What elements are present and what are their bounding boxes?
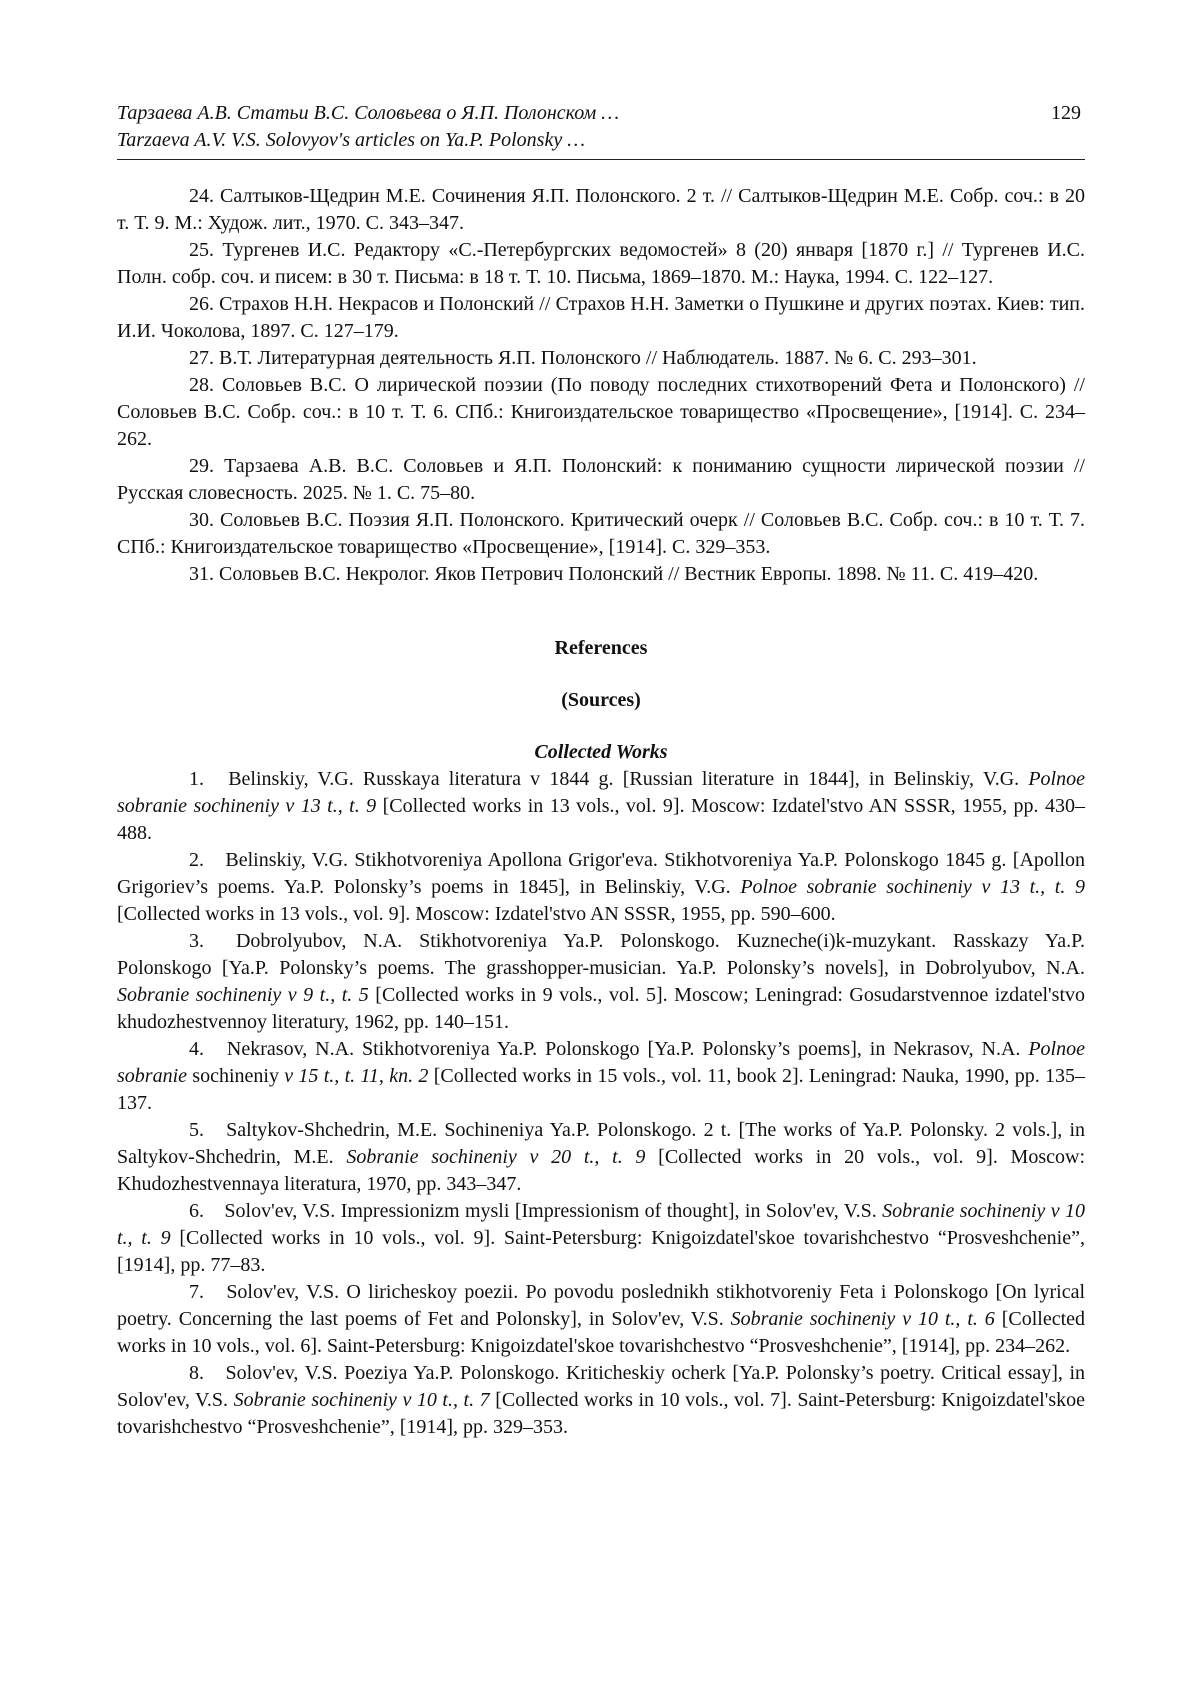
reference-text: Solov'ev, V.S. Poeziya Ya.P. Polonskogo. Kriticheskiy ocherk [Ya.P. Polonsky’s poetry. Critical essay], in Solov'ev, V.S.	[117, 1362, 1086, 1411]
reference-text: [Collected works in 13 vols., vol. 9]. Moscow: Izdatel'stvo AN SSSR, 1955, pp. 590–600.	[117, 903, 836, 925]
reference-text: Saltykov-Shchedrin, M.E. Sochineniya Ya.P. Polonskogo. 2 t. [The works of Ya.P. Polonsky. 2 vols.], in Saltykov-Shchedrin, M.E.	[117, 1119, 1085, 1168]
collected-works-heading: Collected Works	[534, 741, 668, 763]
reference-number: 4.	[189, 1038, 204, 1060]
reference-entry	[117, 1036, 1085, 1117]
source-entry: 29. Тарзаева А.В. В.С. Соловьев и Я.П. Полонский: к пониманию сущности лирической поэзии // Русская словесность. 2025. № 1. С. 75–80.	[117, 455, 1085, 504]
reference-text: [Collected works in 10 vols., vol. 7]. Saint-Petersburg: Knigoizdatel'skoe tovarishchestvo “Prosveshchenie”, [1914], pp. 329–353.	[117, 1389, 1085, 1438]
section-gap	[117, 588, 1085, 635]
header-title-russian: Тарзаева А.В. Статьи В.С. Соловьева о Я.П. Полонском …	[117, 102, 620, 124]
source-entry: 28. Соловьев В.С. О лирической поэзии (По поводу последних стихотворений Фета и Полонского) // Соловьев В.С. Собр. соч.: в 10 т. Т. 6. СПб.: Книгоиздательское товарищество «Просвещение», [1914]. С. 234–262.	[117, 374, 1085, 450]
source-entry: 25. Тургенев И.С. Редактору «С.-Петербургских ведомостей» 8 (20) января [1870 г.] // Тургенев И.С. Полн. собр. соч. и писем: в 30 т. Письма: в 18 т. Т. 10. Письма, 1869–1870. М.: Наука, 1994. С. 122–127.	[117, 239, 1085, 288]
reference-text: [Collected works in 13 vols., vol. 9]. Moscow: Izdatel'stvo AN SSSR, 1955, pp. 430–488.	[117, 795, 1085, 844]
reference-title: Sobranie sochineniy v 10 t., t. 6	[730, 1308, 995, 1330]
reference-text: [Collected works in 10 vols., vol. 9]. Saint-Petersburg: Knigoizdatel'skoe tovarishchestvo “Prosveshchenie”, [1914], pp. 77–83.	[117, 1227, 1085, 1276]
header-title-english: Tarzaeva A.V. V.S. Solovyov's articles on Ya.P. Polonsky …	[117, 129, 585, 151]
reference-text: Nekrasov, N.A. Stikhotvoreniya Ya.P. Polonskogo [Ya.P. Polonsky’s poems], in Nekrasov, N.A.	[226, 1038, 1029, 1060]
reference-title: v 15 t., t. 11, kn. 2	[284, 1065, 429, 1087]
reference-text: Solov'ev, V.S. Impressionizm mysli [Impressionism of thought], in Solov'ev, V.S.	[224, 1200, 883, 1222]
source-entry: 30. Соловьев В.С. Поэзия Я.П. Полонского. Критический очерк // Соловьев В.С. Собр. соч.: в 10 т. Т. 7. СПб.: Книгоиздательское товарищество «Просвещение», [1914]. С. 329–353.	[117, 509, 1085, 558]
reference-entry	[117, 1117, 1085, 1198]
reference-number: 7.	[189, 1281, 204, 1303]
reference-title: Polnoe sobranie sochineniy v 13 t., t. 9	[740, 876, 1086, 898]
reference-text: [Collected works in 10 vols., vol. 6]. Saint-Petersburg: Knigoizdatel'skoe tovarishchestvo “Prosveshchenie”, [1914], pp. 234–262.	[117, 1308, 1086, 1357]
references-heading: References	[554, 637, 648, 659]
source-entry: 24. Салтыков-Щедрин М.Е. Сочинения Я.П. Полонского. 2 т. // Салтыков-Щедрин М.Е. Собр. соч.: в 20 т. Т. 9. М.: Худож. лит., 1970. С. 343–347.	[117, 185, 1085, 234]
reference-entry	[117, 1198, 1085, 1279]
source-entry: 26. Страхов Н.Н. Некрасов и Полонский // Страхов Н.Н. Заметки о Пушкине и других поэтах. Киев: тип. И.И. Чоколова, 1897. С. 127–179.	[117, 293, 1085, 342]
source-entry: 27. В.Т. Литературная деятельность Я.П. Полонского // Наблюдатель. 1887. № 6. С. 293–301.	[189, 347, 977, 369]
reference-title: Sobranie sochineniy v 10 t., t. 9	[117, 1200, 1085, 1249]
sources-list	[117, 183, 1085, 588]
reference-number: 6.	[189, 1200, 204, 1222]
reference-number: 3.	[189, 930, 204, 952]
sources-heading: (Sources)	[561, 689, 641, 711]
reference-entry	[117, 1279, 1085, 1360]
reference-title: Polnoe sobranie	[117, 1038, 1085, 1087]
reference-title: Polnoe sobranie sochineniy v 13 t., t. 9	[117, 768, 1085, 817]
reference-number: 1.	[189, 768, 204, 790]
reference-title: Sobranie sochineniy v 9 t., t. 5	[117, 984, 369, 1006]
reference-number: 2.	[189, 849, 204, 871]
reference-entry	[117, 1360, 1085, 1441]
references-list	[117, 766, 1085, 1441]
reference-text: Dobrolyubov, N.A. Stikhotvoreniya Ya.P. Polonskogo. Kuzneche(i)k-muzykant. Rasskazy Ya.P. Polonskogo [Ya.P. Polonsky’s poems. The grasshopper-musician. Ya.P. Polonsky’s novels], in Dobrolyubov, N.A.	[117, 930, 1085, 979]
reference-entry	[117, 847, 1085, 928]
reference-title: Sobranie sochineniy v 10 t., t. 7	[233, 1389, 490, 1411]
reference-number: 8.	[189, 1362, 204, 1384]
page-number: 129	[1051, 102, 1081, 124]
reference-number: 5.	[189, 1119, 204, 1141]
source-entry: 31. Соловьев В.С. Некролог. Яков Петрович Полонский // Вестник Европы. 1898. № 11. С. 419–420.	[189, 563, 1039, 585]
reference-text: [Collected works in 15 vols., vol. 11, book 2]. Leningrad: Nauka, 1990, pp. 135–137.	[117, 1065, 1086, 1114]
running-header	[117, 100, 1085, 160]
reference-entry	[117, 928, 1085, 1036]
reference-text: Belinskiy, V.G. Stikhotvoreniya Apollona Grigor'eva. Stikhotvoreniya Ya.P. Polonskogo 1845 g. [Apollon Grigoriev’s poems. Ya.P. Polonsky’s poems in 1845], in Belinskiy, V.G.	[117, 849, 1086, 898]
page-content	[117, 183, 1085, 1441]
reference-text: Solov'ev, V.S. O liricheskoy poezii. Po povodu poslednikh stikhotvoreniy Feta i Polonskogo [On lyrical poetry. Concerning the last poems of Fet and Polonsky], in Solov'ev, V.S.	[117, 1281, 1086, 1330]
reference-text: sochineniy	[187, 1065, 285, 1087]
reference-title: Sobranie sochineniy v 20 t., t. 9	[346, 1146, 646, 1168]
reference-text: [Collected works in 9 vols., vol. 5]. Moscow; Leningrad: Gosudarstvennoe izdatel'stvo khudozhestvennoy literatury, 1962, pp. 140–151.	[117, 984, 1085, 1033]
reference-text: [Collected works in 20 vols., vol. 9]. Moscow: Khudozhestvennaya literatura, 1970, pp. 343–347.	[117, 1146, 1086, 1195]
reference-text: Belinskiy, V.G. Russkaya literatura v 1844 g. [Russian literature in 1844], in Belinskiy, V.G.	[228, 768, 1029, 790]
reference-entry	[117, 766, 1085, 847]
